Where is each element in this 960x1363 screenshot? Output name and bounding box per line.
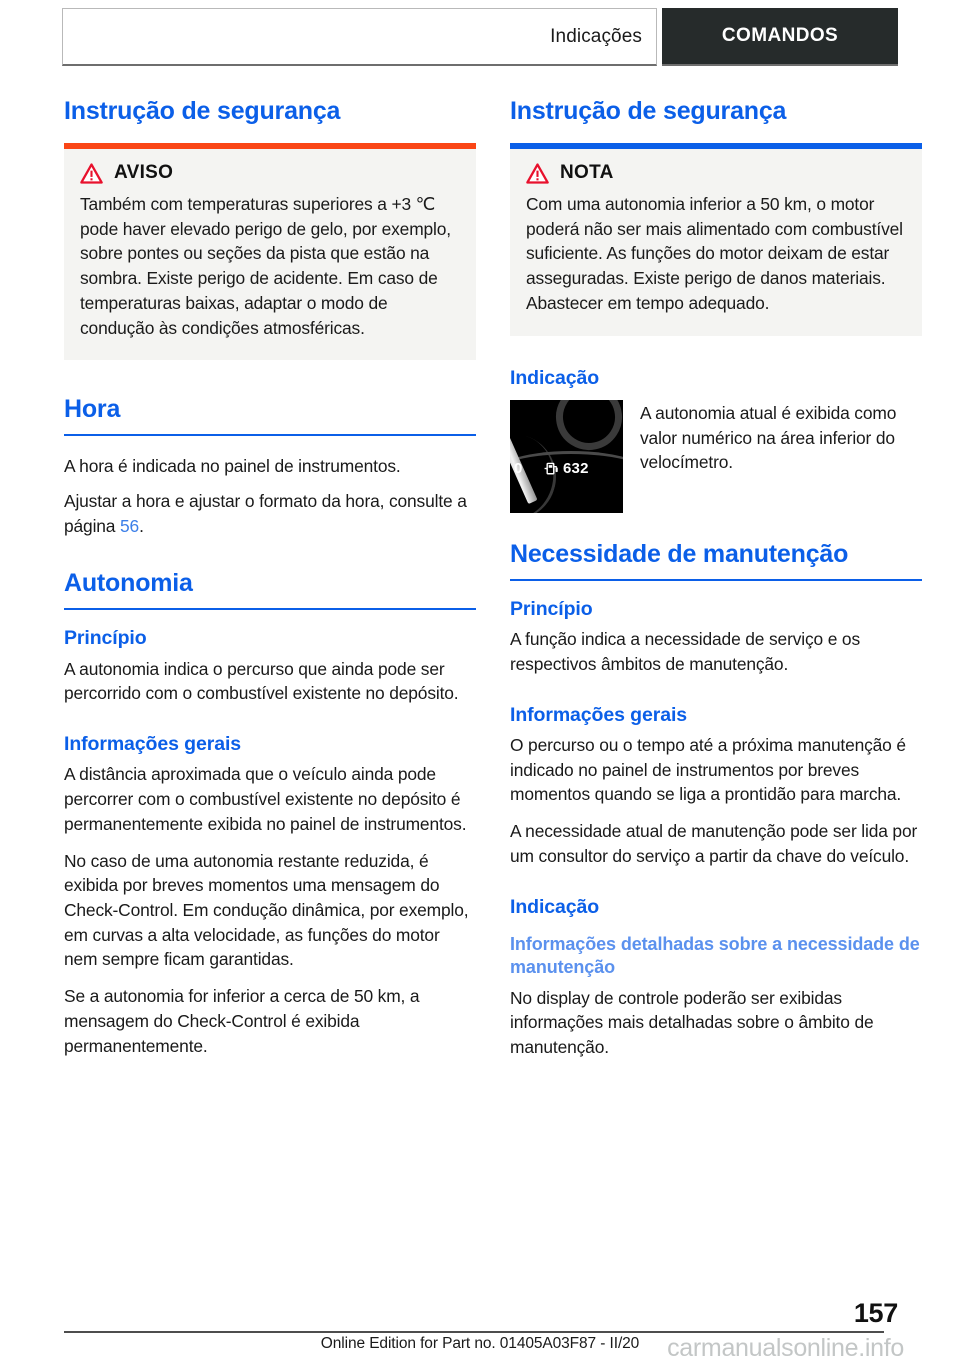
warning-box [64,143,476,360]
edition-notice: Online Edition for Part no. 01405A03F87 - II/20 [320,1335,640,1352]
fuel-pump-icon [544,461,559,476]
hora-paragraph-2 [64,489,476,538]
left-column [64,96,476,1058]
indicacao-figure-row [510,400,922,513]
autonomia-info-paragraph-3: Se a autonomia for inferior a cerca de 50 km, a mensagem do Check-Control é exibida permanentemente. [64,986,420,1056]
indicacao-figure-caption [640,400,922,475]
note-box-text: Com uma autonomia inferior a 50 km, o motor poderá não ser mais alimentado com combustível suficiente. As funções do motor deixam de estar asseguradas. Existe perigo de danos materiais. Abastecer em tempo adequado. [526,194,903,313]
cluster-range-group [544,460,589,477]
heading-autonomia: Autonomia [64,568,476,610]
heading-informacoes-detalhadas: Informações detalhadas sobre a necessidade de manutenção [510,933,920,978]
cluster-range-value: 632 [563,459,589,477]
instrument-cluster-image [510,400,623,513]
manutencao-sub-text: No display de controle poderão ser exibidas informações mais detalhadas sobre o âmbito de manutenção. [510,987,874,1058]
tab-comandos[interactable] [662,8,898,66]
right-column [510,96,922,1060]
site-watermark: carmanualsonline.info [667,1334,904,1362]
page-footer [0,1290,960,1362]
tab-indicacoes[interactable] [62,8,657,66]
heading-hora: Hora [64,394,476,436]
warning-triangle-icon [526,163,549,184]
page-number: 157 [853,1298,898,1328]
cluster-speed-value: 0 [514,459,523,477]
heading-manutencao-informacoes-gerais: Informações gerais [510,703,688,726]
warning-box-text: Também com temperaturas superiores a +3 ℃ pode haver elevado perigo de gelo, por exemplo, sobre pontes ou seções da pista que estão na sombra. Existe perigo de acidente. Em caso de temperaturas baixas, adaptar o modo de condução às condições atmosféricas. [80,194,451,338]
note-box-label: NOTA [560,162,614,183]
heading-indicacao-manutencao: Indicação [510,895,600,918]
warning-triangle-icon [80,163,103,184]
page-xref-56[interactable]: 56 [120,515,140,536]
heading-instrucao-de-seguranca-left: Instrução de segurança [64,97,341,125]
hora-paragraph-2-after: . [139,515,144,536]
hora-paragraph-1: A hora é indicada no painel de instrumentos. [64,456,401,477]
tab-comandos-label: COMANDOS [721,25,839,46]
manutencao-principio-text: A função indica a necessidade de serviço e os respectivos âmbitos de manutenção. [510,629,860,674]
heading-indicacao-autonomia: Indicação [510,366,600,389]
tab-indicacoes-label: Indicações [550,25,642,47]
heading-manutencao-principio: Princípio [510,597,593,620]
warning-box-header [80,162,460,184]
hora-paragraph-2-before: Ajustar a hora e ajustar o formato da hora, consulte a página [64,490,467,536]
manutencao-info-paragraph-2: A necessidade atual de manutenção pode ser lida por um consultor do serviço a partir da chave do veículo. [510,821,918,866]
page-header [62,8,898,66]
heading-instrucao-de-seguranca-right: Instrução de segurança [510,97,787,125]
heading-autonomia-principio: Princípio [64,627,147,650]
indicacao-text: A autonomia atual é exibida como valor numérico na área inferior do velocímetro. [640,402,897,473]
footer-divider [64,1331,884,1333]
autonomia-info-paragraph-2: No caso de uma autonomia restante reduzida, é exibida por breves momentos uma mensagem do Check-Control. Em condução dinâmica, por exemplo, em curvas a alta velocidade, as funções do motor nem sempre ficam garantidas. [64,850,469,970]
heading-autonomia-informacoes-gerais: Informações gerais [64,733,242,756]
note-box-header [526,162,906,184]
note-box [510,143,922,336]
autonomia-principio-text: A autonomia indica o percurso que ainda pode ser percorrido com o combustível existente no depósito. [64,658,459,704]
cluster-dial-ring [550,400,623,456]
warning-box-label: AVISO [114,162,174,183]
autonomia-info-paragraph-1: A distância aproximada que o veículo ainda pode percorrer com o combustível existente no depósito é permanentemente exibida no painel de instrumentos. [64,764,467,834]
manutencao-info-paragraph-1: O percurso ou o tempo até a próxima manutenção é indicado no painel de instrumentos por breves momentos quando se liga a prontidão para marcha. [510,735,906,805]
heading-necessidade-de-manutencao: Necessidade de manutenção [510,539,922,581]
content-columns [0,96,960,1276]
